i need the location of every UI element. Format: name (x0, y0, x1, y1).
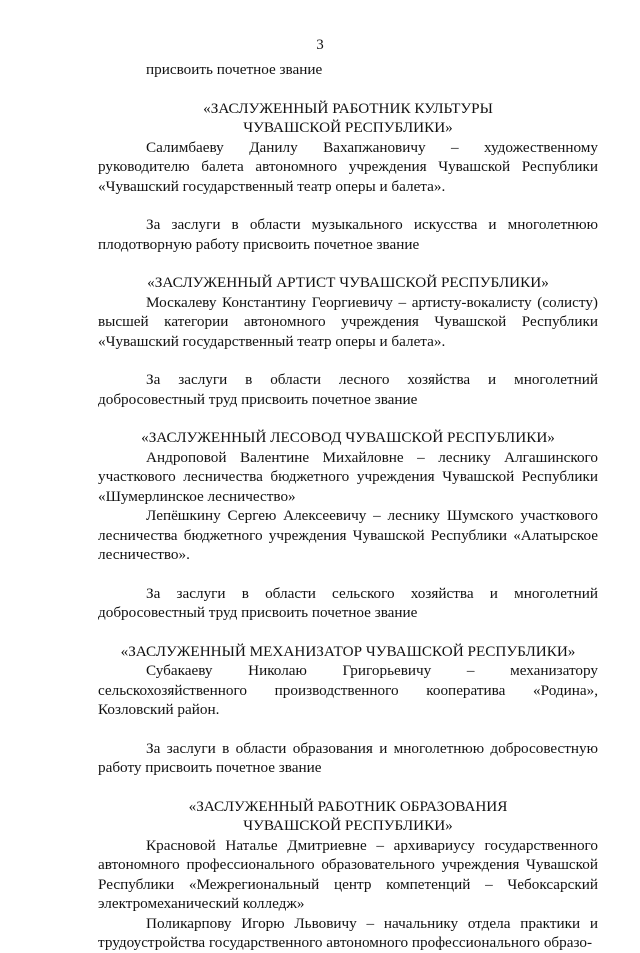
section-title: «ЗАСЛУЖЕННЫЙ МЕХАНИЗАТОР ЧУВАШСКОЙ РЕСПУБЛИКИ» (120, 642, 576, 660)
document-body (98, 60, 598, 953)
section-title: «ЗАСЛУЖЕННЫЙ РАБОТНИК КУЛЬТУРЫ (203, 99, 493, 117)
section-preamble: За заслуги в области образования и многолетнюю добросовестную работу присвоить почетное звание (98, 739, 598, 776)
section-title: «ЗАСЛУЖЕННЫЙ РАБОТНИК ОБРАЗОВАНИЯ (188, 797, 508, 815)
award-entry: Салимбаеву Данилу Вахапжановичу – художественному руководителю балета автономного учреждения Чувашской Республики «Чувашский государственный театр оперы и балета». (98, 138, 598, 195)
section-title: «ЗАСЛУЖЕННЫЙ АРТИСТ ЧУВАШСКОЙ РЕСПУБЛИКИ» (147, 274, 549, 291)
award-entry: Красновой Наталье Дмитриевне – архивариусу государственного автономного профессионального образовательного учреждения Чувашской Республики «Межрегиональный центр компетенций – Чебоксарский электромеханический колледж» (98, 836, 598, 912)
intro-line: присвоить почетное звание (146, 61, 323, 78)
award-entry: Субакаеву Николаю Григорьевичу – механизатору сельскохозяйственного производственного кооператива «Родина», Козловский район. (98, 662, 598, 718)
award-entry: Поликарпову Игорю Львовичу – начальнику отдела практики и трудоустройства государственного автономного профессионального образо- (98, 914, 598, 951)
section-preamble: За заслуги в области музыкального искусства и многолетнюю плодотворную работу присвоить почетное звание (98, 216, 598, 253)
section-title: «ЗАСЛУЖЕННЫЙ ЛЕСОВОД ЧУВАШСКОЙ РЕСПУБЛИКИ» (141, 429, 555, 446)
page-number: 3 (316, 37, 324, 53)
section-title: ЧУВАШСКОЙ РЕСПУБЛИКИ» (243, 817, 453, 834)
section-preamble: За заслуги в области сельского хозяйства и многолетний добросовестный труд присвоить почетное звание (98, 584, 598, 621)
award-entry: Москалеву Константину Георгиевичу – артисту-вокалисту (солисту) высшей категории автономного учреждения Чувашской Республики «Чувашский государственный театр оперы и балета». (98, 293, 598, 350)
award-entry: Лепёшкину Сергею Алексеевичу – леснику Шумского участкового лесничества бюджетного учреждения Чувашской Республики «Алатырское лесничество». (98, 507, 598, 563)
section-preamble: За заслуги в области лесного хозяйства и многолетний добросовестный труд присвоить почетное звание (98, 371, 598, 408)
award-entry: Андроповой Валентине Михайловне – леснику Алгашинского участкового лесничества бюджетного учреждения Чувашской Республики «Шумерлинское лесничество» (98, 448, 598, 505)
section-title: ЧУВАШСКОЙ РЕСПУБЛИКИ» (243, 119, 453, 136)
